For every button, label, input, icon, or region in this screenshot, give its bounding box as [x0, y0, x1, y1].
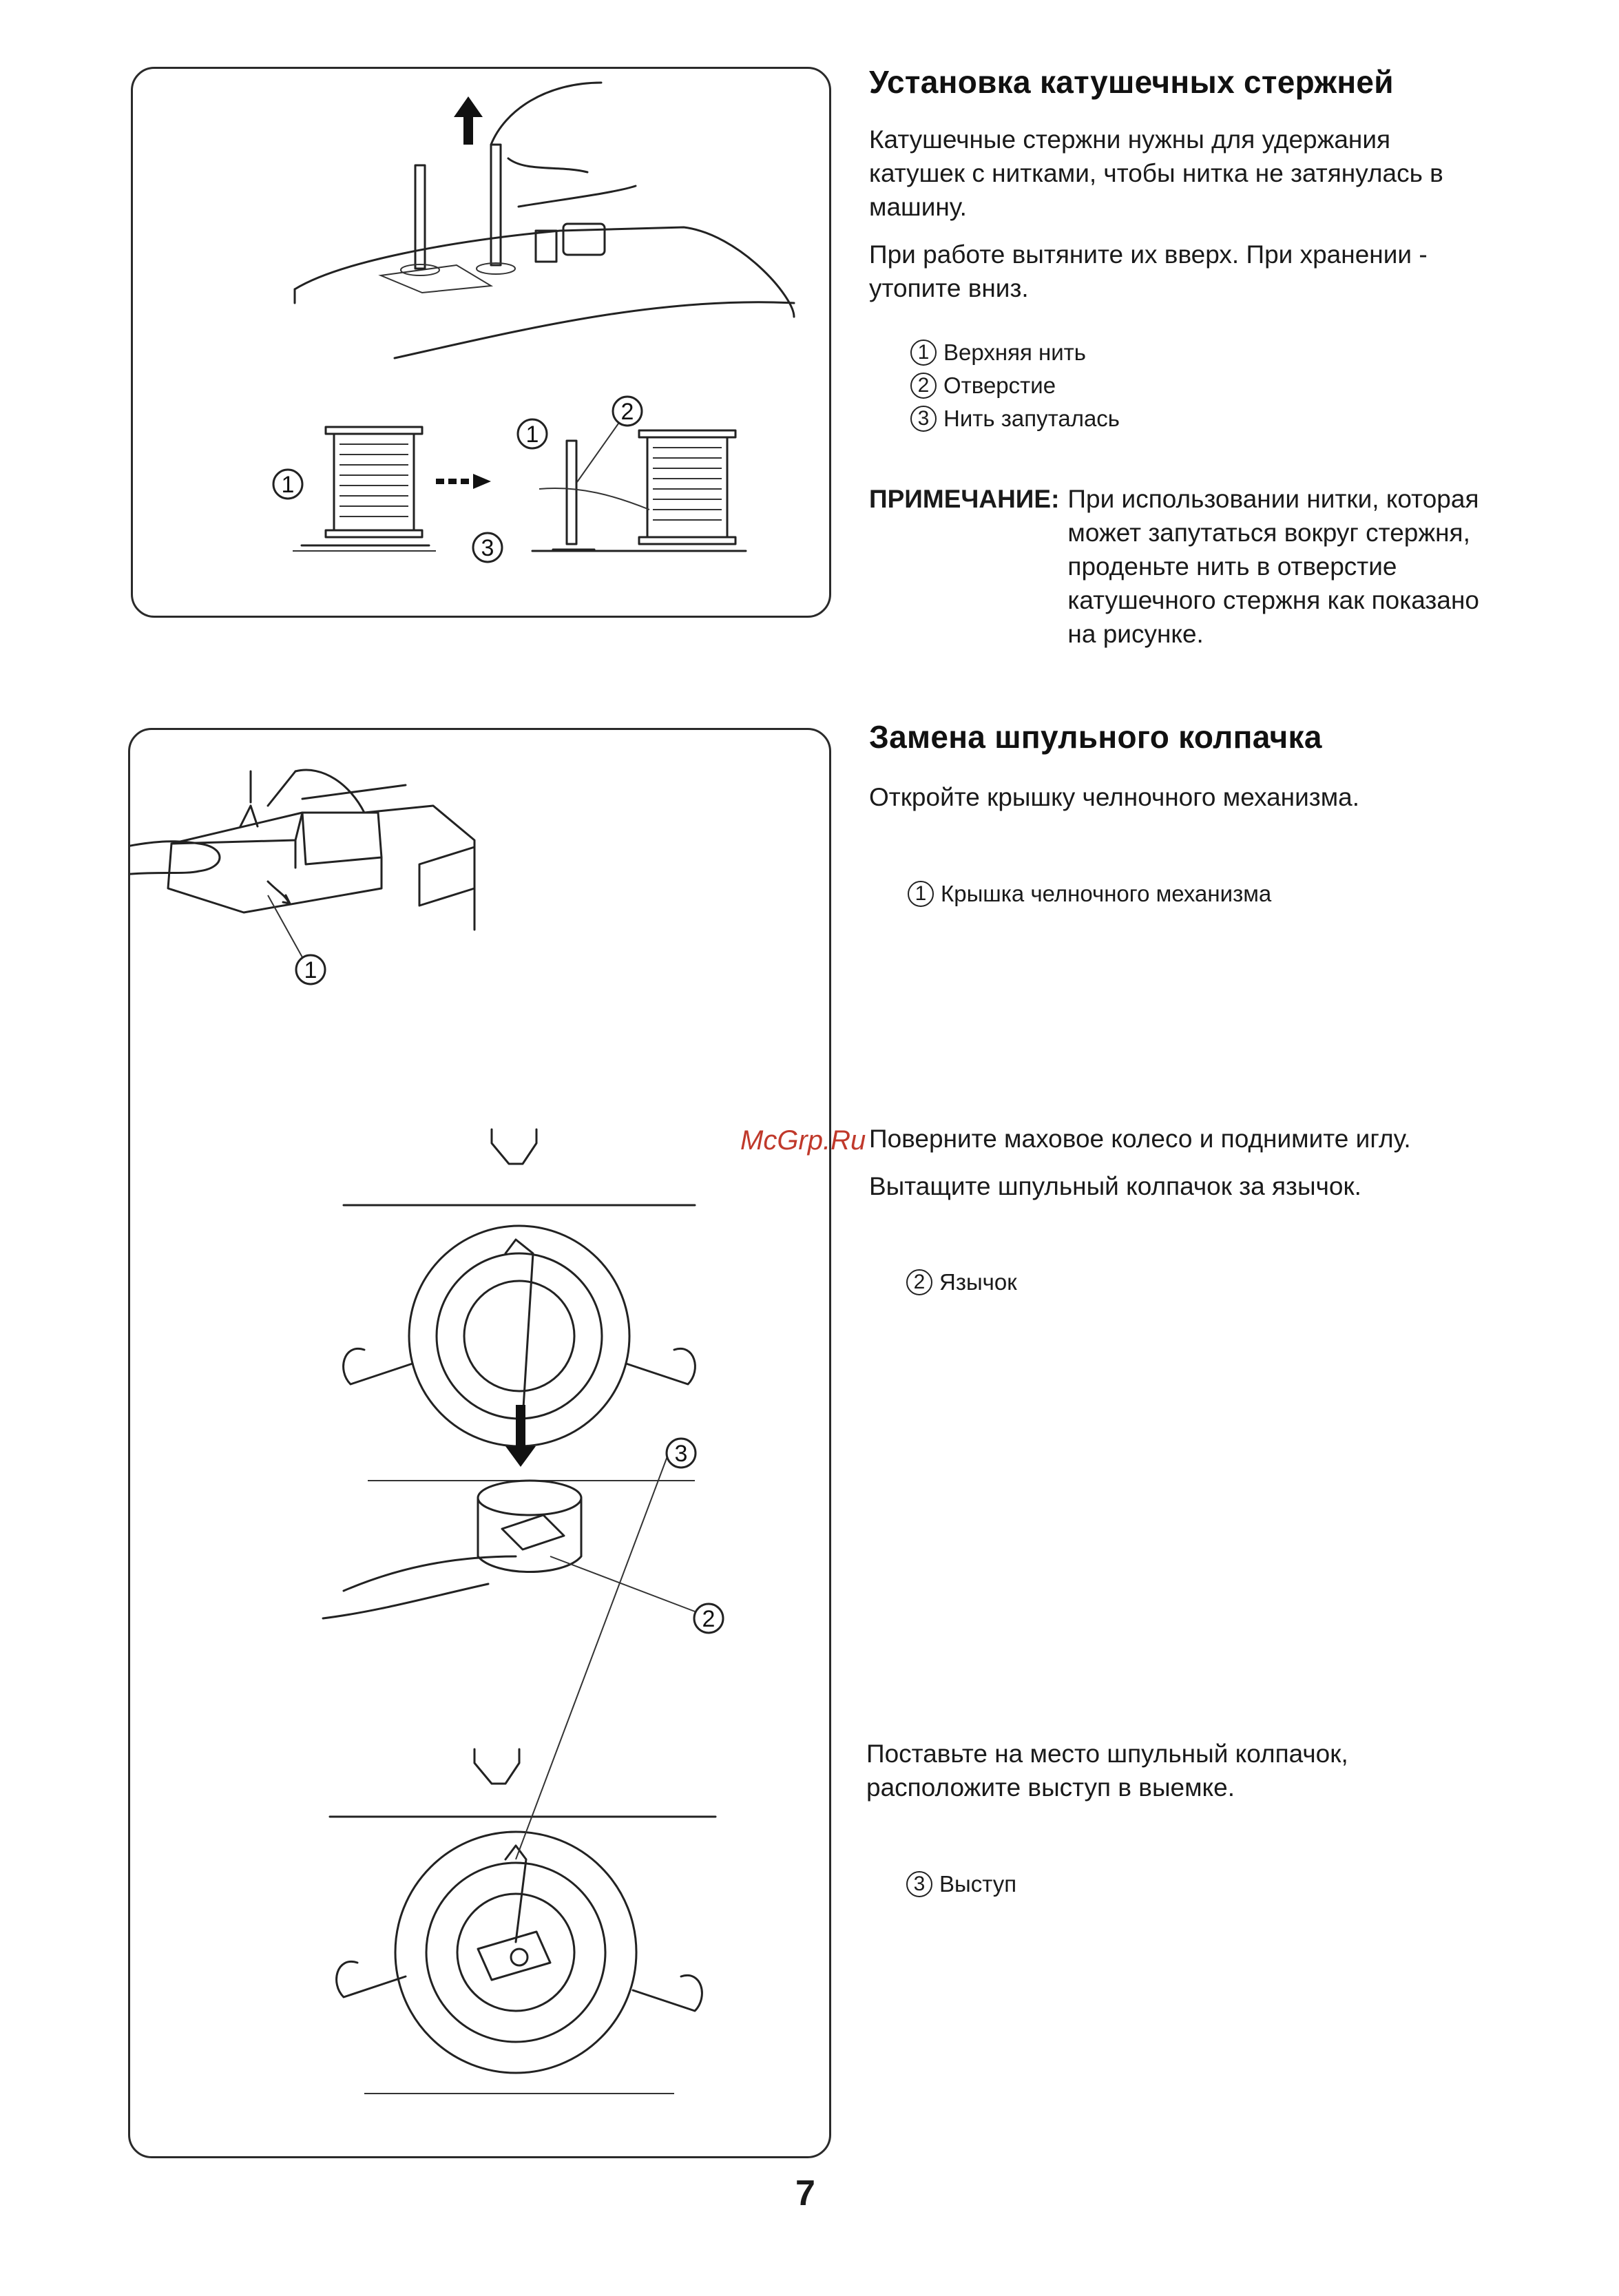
- section2-title: Замена шпульного колпачка: [869, 719, 1322, 755]
- svg-text:2: 2: [702, 1606, 716, 1632]
- svg-text:1: 1: [525, 421, 539, 448]
- section2-legend2: [906, 1266, 1017, 1299]
- callout-2-hole: [613, 397, 642, 426]
- legend-number: 3: [906, 1871, 932, 1897]
- section2-step1: Откройте крышку челночного механизма.: [869, 783, 1360, 811]
- figure-spool-pins: [131, 67, 831, 618]
- callout-1-left: [273, 470, 302, 499]
- legend-item: [910, 402, 1120, 435]
- legend-item: [910, 369, 1120, 402]
- svg-text:3: 3: [481, 535, 494, 561]
- figure-bobbin-case: [128, 728, 831, 2158]
- page-number: 7: [795, 2173, 815, 2213]
- section1-para1: Катушечные стержни нужны для удержания катушек с нитками, чтобы нитка не затянулась в машину.: [869, 125, 1443, 221]
- svg-text:1: 1: [304, 957, 317, 983]
- section2-step2b: Вытащите шпульный колпачок за язычок.: [869, 1172, 1361, 1200]
- callout-2-latch: [694, 1604, 723, 1633]
- callout-1-upper-thread: [518, 419, 547, 448]
- legend-number: 3: [910, 406, 937, 432]
- svg-text:1: 1: [281, 472, 295, 498]
- callout-1-hook-cover: [296, 955, 325, 984]
- section2-legend1: [908, 877, 1271, 910]
- legend-item: [906, 1266, 1017, 1299]
- svg-text:2: 2: [620, 399, 634, 425]
- legend-number: 1: [910, 340, 937, 366]
- legend-text: Нить запуталась: [943, 406, 1120, 431]
- legend-item: [910, 336, 1120, 369]
- legend-item: [908, 877, 1271, 910]
- section2-step3: Поставьте на место шпульный колпачок, расположите выступ в выемке.: [866, 1740, 1348, 1802]
- callout-3-projection: [667, 1439, 696, 1468]
- section1-legend: [910, 336, 1120, 435]
- legend-number: 2: [910, 373, 937, 399]
- legend-text: Выступ: [939, 1871, 1017, 1897]
- legend-text: Верхняя нить: [943, 340, 1086, 365]
- legend-number: 2: [906, 1269, 932, 1295]
- bobbin-case-illustration: [130, 730, 833, 2160]
- section1-note: [869, 482, 1501, 651]
- legend-text: Крышка челночного механизма: [941, 881, 1272, 906]
- watermark: McGrp.Ru: [740, 1125, 866, 1156]
- legend-text: Отверстие: [943, 373, 1056, 398]
- svg-text:3: 3: [674, 1441, 688, 1467]
- section1-para2: При работе вытяните их вверх. При хранении - утопите вниз.: [869, 240, 1428, 302]
- section1-title: Установка катушечных стержней: [869, 64, 1394, 100]
- legend-item: [906, 1868, 1016, 1901]
- legend-text: Язычок: [939, 1269, 1017, 1295]
- section2-legend3: [906, 1868, 1016, 1901]
- section2-step2a: Поверните маховое колесо и поднимите иглу.: [869, 1125, 1411, 1153]
- note-label: ПРИМЕЧАНИЕ:: [869, 485, 1060, 513]
- legend-number: 1: [908, 881, 934, 907]
- spool-pin-illustration: [133, 69, 833, 620]
- callout-3-tangled: [473, 533, 502, 562]
- note-text: При использовании нитки, которая может запутаться вокруг стержня, проденьте нить в отверстие катушечного стержня как показано на рисунке.: [1067, 485, 1479, 648]
